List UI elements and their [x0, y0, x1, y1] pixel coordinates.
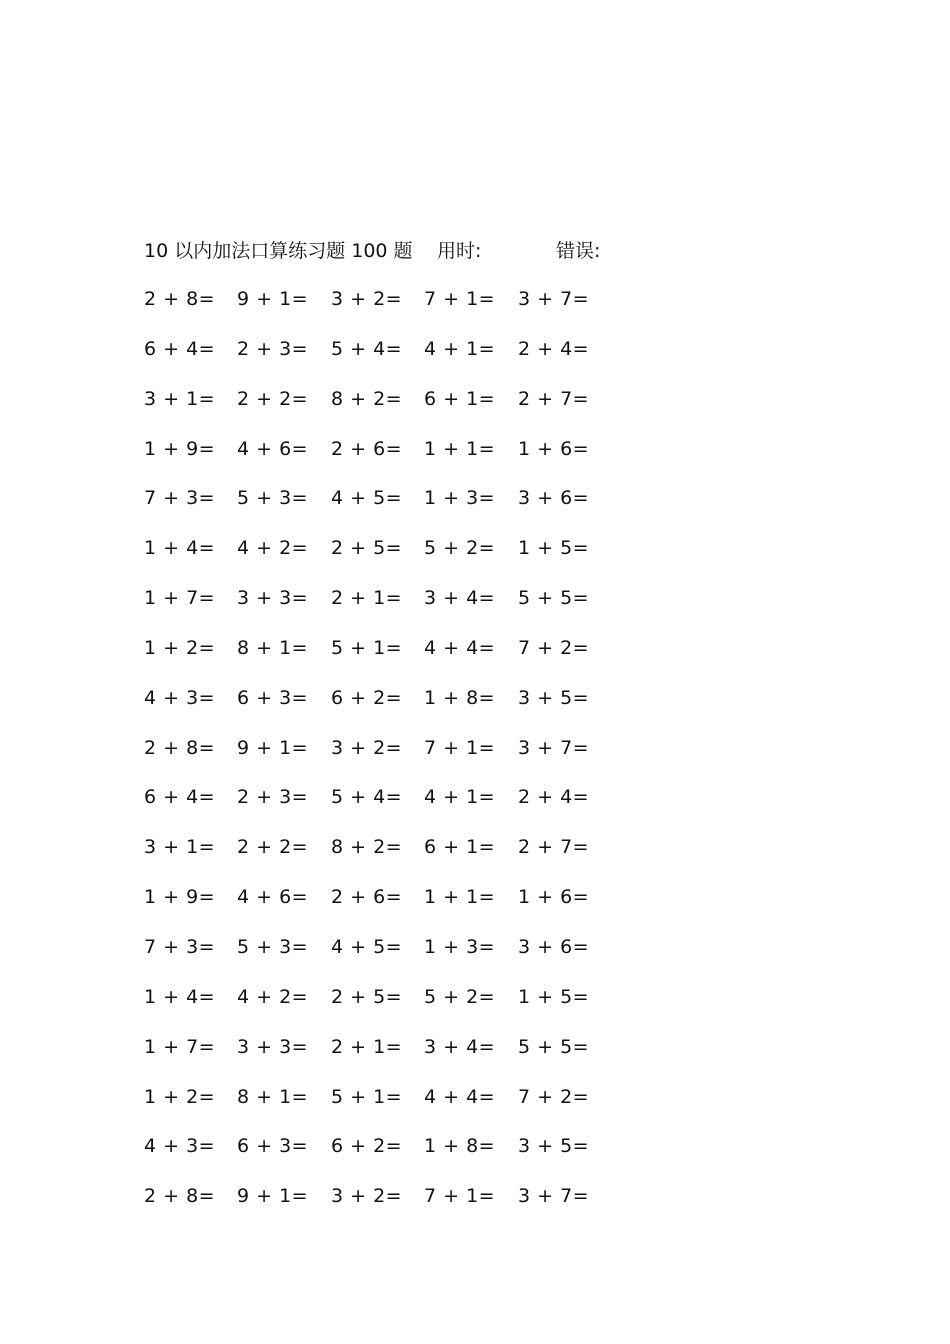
math-problem: 1 + 7=	[144, 587, 216, 610]
math-problem: 8 + 2=	[331, 836, 403, 859]
math-problem: 1 + 9=	[144, 437, 216, 460]
math-problem: 7 + 2=	[518, 636, 590, 659]
math-problem: 4 + 4=	[424, 636, 496, 659]
math-problem: 1 + 7=	[144, 1035, 216, 1058]
math-problem: 3 + 6=	[518, 935, 590, 958]
time-label: 用时:	[437, 240, 482, 262]
math-problem: 3 + 4=	[424, 587, 496, 610]
math-problem: 4 + 5=	[331, 487, 403, 510]
math-problem: 7 + 1=	[424, 1185, 496, 1208]
math-problem: 3 + 7=	[518, 1185, 590, 1208]
math-problem: 4 + 5=	[331, 935, 403, 958]
problem-row	[144, 883, 624, 933]
math-problem: 2 + 4=	[518, 337, 590, 360]
math-problem: 3 + 2=	[331, 288, 403, 310]
math-problem: 4 + 6=	[237, 437, 309, 460]
math-problem: 7 + 1=	[424, 288, 496, 310]
math-problem: 2 + 6=	[331, 437, 403, 460]
problem-row	[144, 684, 624, 734]
math-problem: 5 + 4=	[331, 786, 403, 809]
math-problem: 5 + 4=	[331, 337, 403, 360]
math-problem: 9 + 1=	[237, 288, 309, 310]
math-problem: 5 + 3=	[237, 935, 309, 958]
errors-label: 错误:	[556, 240, 601, 262]
problem-row	[144, 584, 624, 634]
math-problem: 6 + 3=	[237, 1135, 309, 1158]
math-problem: 6 + 4=	[144, 337, 216, 360]
math-problem: 3 + 7=	[518, 736, 590, 759]
math-problem: 5 + 1=	[331, 636, 403, 659]
math-problem: 8 + 2=	[331, 387, 403, 410]
math-problem: 8 + 1=	[237, 636, 309, 659]
problem-row	[144, 435, 624, 485]
math-problem: 2 + 7=	[518, 387, 590, 410]
math-problem: 6 + 1=	[424, 836, 496, 859]
math-problem: 2 + 3=	[237, 786, 309, 809]
math-problem: 6 + 3=	[237, 686, 309, 709]
problem-row	[144, 335, 624, 385]
math-problem: 6 + 1=	[424, 387, 496, 410]
math-problem: 5 + 2=	[424, 985, 496, 1008]
math-problem: 1 + 2=	[144, 636, 216, 659]
math-problem: 3 + 3=	[237, 1035, 309, 1058]
math-problem: 9 + 1=	[237, 1185, 309, 1208]
problem-row	[144, 933, 624, 983]
worksheet-title: 10 以内加法口算练习题 100 题	[144, 240, 413, 262]
problem-row	[144, 285, 624, 335]
math-problem: 2 + 6=	[331, 886, 403, 909]
math-problem: 3 + 1=	[144, 836, 216, 859]
math-problem: 3 + 2=	[331, 736, 403, 759]
problem-row	[144, 783, 624, 833]
math-problem: 1 + 9=	[144, 886, 216, 909]
math-problem: 7 + 1=	[424, 736, 496, 759]
math-problem: 3 + 1=	[144, 387, 216, 410]
math-problem: 2 + 8=	[144, 1185, 216, 1208]
math-problem: 1 + 2=	[144, 1085, 216, 1108]
problem-row	[144, 734, 624, 784]
problem-row	[144, 833, 624, 883]
math-problem: 3 + 6=	[518, 487, 590, 510]
math-problem: 3 + 5=	[518, 1135, 590, 1158]
math-problem: 1 + 6=	[518, 437, 590, 460]
math-problem: 2 + 2=	[237, 387, 309, 410]
problem-row	[144, 534, 624, 584]
math-problem: 1 + 3=	[424, 487, 496, 510]
math-problem: 1 + 8=	[424, 686, 496, 709]
math-problem: 1 + 5=	[518, 985, 590, 1008]
math-problem: 4 + 2=	[237, 985, 309, 1008]
problem-row	[144, 1083, 624, 1133]
math-problem: 2 + 8=	[144, 736, 216, 759]
math-problem: 7 + 3=	[144, 487, 216, 510]
math-problem: 4 + 4=	[424, 1085, 496, 1108]
problem-row	[144, 1182, 624, 1232]
math-problem: 1 + 5=	[518, 537, 590, 560]
math-problem: 1 + 1=	[424, 437, 496, 460]
math-problem: 2 + 3=	[237, 337, 309, 360]
math-problem: 1 + 1=	[424, 886, 496, 909]
math-problem: 6 + 2=	[331, 1135, 403, 1158]
math-problem: 7 + 3=	[144, 935, 216, 958]
math-problem: 1 + 6=	[518, 886, 590, 909]
math-problem: 2 + 5=	[331, 537, 403, 560]
math-problem: 2 + 1=	[331, 1035, 403, 1058]
math-problem: 5 + 5=	[518, 1035, 590, 1058]
math-problem: 3 + 2=	[331, 1185, 403, 1208]
problem-row	[144, 1132, 624, 1182]
math-problem: 4 + 6=	[237, 886, 309, 909]
math-problem: 1 + 4=	[144, 537, 216, 560]
math-problem: 4 + 2=	[237, 537, 309, 560]
math-problem: 6 + 2=	[331, 686, 403, 709]
math-problem: 3 + 3=	[237, 587, 309, 610]
problem-row	[144, 1033, 624, 1083]
math-problem: 2 + 8=	[144, 288, 216, 310]
math-problem: 2 + 7=	[518, 836, 590, 859]
problem-row	[144, 385, 624, 435]
problem-grid	[144, 285, 624, 1232]
math-problem: 1 + 3=	[424, 935, 496, 958]
math-problem: 3 + 5=	[518, 686, 590, 709]
math-problem: 5 + 1=	[331, 1085, 403, 1108]
problem-row	[144, 634, 624, 684]
problem-row	[144, 983, 624, 1033]
math-problem: 7 + 2=	[518, 1085, 590, 1108]
math-problem: 4 + 1=	[424, 786, 496, 809]
math-problem: 2 + 1=	[331, 587, 403, 610]
math-problem: 8 + 1=	[237, 1085, 309, 1108]
math-problem: 2 + 4=	[518, 786, 590, 809]
math-problem: 1 + 8=	[424, 1135, 496, 1158]
math-problem: 2 + 5=	[331, 985, 403, 1008]
math-problem: 6 + 4=	[144, 786, 216, 809]
math-problem: 4 + 3=	[144, 1135, 216, 1158]
math-problem: 3 + 4=	[424, 1035, 496, 1058]
math-problem: 4 + 1=	[424, 337, 496, 360]
math-problem: 5 + 3=	[237, 487, 309, 510]
math-problem: 1 + 4=	[144, 985, 216, 1008]
math-problem: 9 + 1=	[237, 736, 309, 759]
math-problem: 3 + 7=	[518, 288, 590, 310]
math-problem: 4 + 3=	[144, 686, 216, 709]
math-problem: 2 + 2=	[237, 836, 309, 859]
math-problem: 5 + 2=	[424, 537, 496, 560]
math-problem: 5 + 5=	[518, 587, 590, 610]
problem-row	[144, 484, 624, 534]
